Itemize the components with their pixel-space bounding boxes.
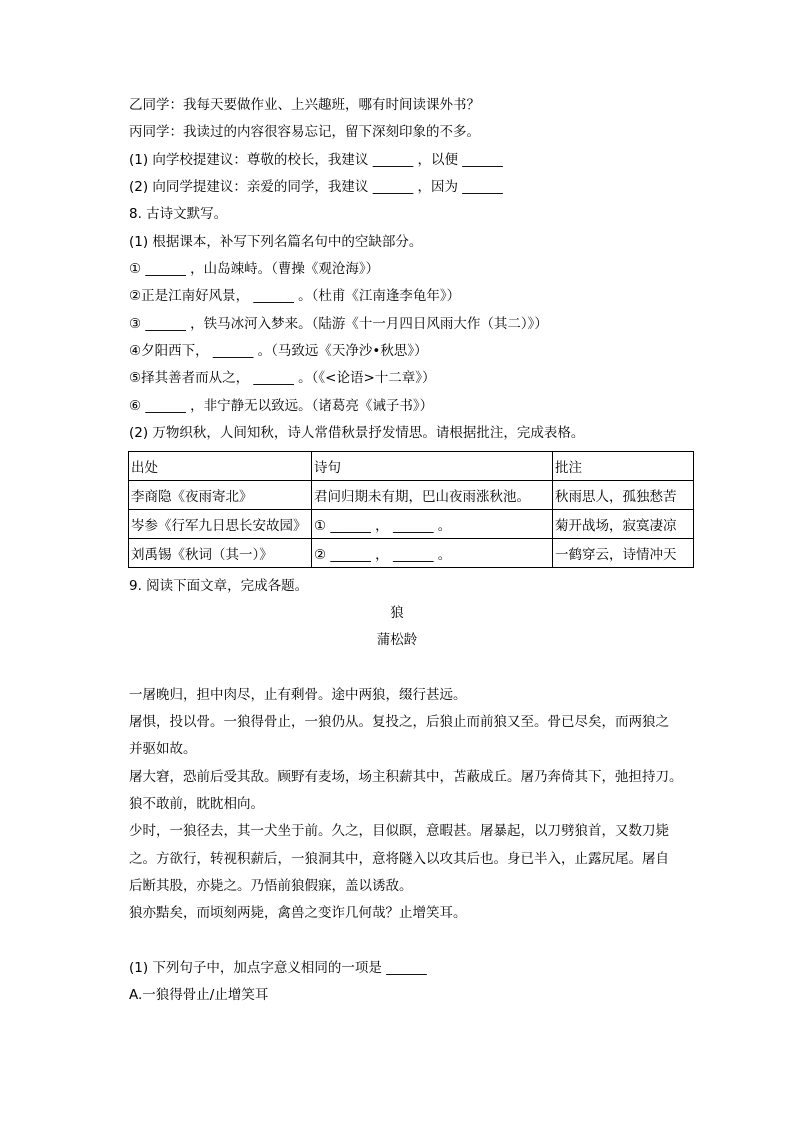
passage-line: 狼不敢前，眈眈相向。 xyxy=(129,796,264,812)
table-row xyxy=(129,510,694,539)
table-header-source: 出处 xyxy=(129,452,312,481)
recite-item-1: ① ______ ，山岛竦峙。（曹操《观沧海》） xyxy=(129,261,380,277)
table-cell-verse: ① ______ ， ______ 。 xyxy=(312,510,553,539)
table-cell-verse: 君问归期未有期，巴山夜雨涨秋池。 xyxy=(312,481,553,510)
recite-item-6: ⑥ ______ ，非宁静无以致远。（诸葛亮《诫子书》） xyxy=(129,398,434,414)
table-cell-source: 李商隐《夜雨寄北》 xyxy=(129,481,312,510)
passage-line: 一屠晚归，担中肉尽，止有剩骨。途中两狼，缀行甚远。 xyxy=(129,687,467,703)
recite-item-2: ②正是江南好风景， ______ 。（杜甫《江南逢李龟年》） xyxy=(129,288,461,304)
question-8-part2: (2) 万物织秋，人间知秋，诗人常借秋景抒发情思。请根据批注，完成表格。 xyxy=(129,425,585,441)
passage-line: 后断其股，亦毙之。乃悟前狼假寐，盖以诱敌。 xyxy=(129,878,413,894)
question-8-part1: (1) 根据课本，补写下列名篇名句中的空缺部分。 xyxy=(129,234,423,250)
question-9-part1: (1) 下列句子中，加点字意义相同的一项是 ______ xyxy=(129,960,427,976)
suggestion-school: (1) 向学校提建议：尊敬的校长，我建议 ______ ，以便 ______ xyxy=(129,152,503,168)
student-b-line: 乙同学：我每天要做作业、上兴趣班，哪有时间读课外书？ xyxy=(129,97,480,113)
passage-line: 少时，一狼径去，其一犬坐于前。久之，目似瞑，意暇甚。屠暴起，以刀劈狼首，又数刀毙 xyxy=(129,823,669,839)
table-row xyxy=(129,539,694,568)
table-header-verse: 诗句 xyxy=(312,452,553,481)
table-header-row xyxy=(129,452,694,481)
recite-item-5: ⑤择其善者而从之， ______ 。（《<论语>十二章》） xyxy=(129,370,436,386)
table-header-note: 批注 xyxy=(553,452,694,481)
table-cell-note: 一鹤穿云，诗情冲天 xyxy=(553,539,694,568)
suggestion-classmates: (2) 向同学提建议：亲爱的同学，我建议 ______ ，因为 ______ xyxy=(129,179,503,195)
table-cell-note: 菊开战场，寂寞凄凉 xyxy=(553,510,694,539)
poem-table xyxy=(128,451,694,568)
passage-author: 蒲松龄 xyxy=(376,632,418,648)
recite-item-3: ③ ______ ，铁马冰河入梦来。（陆游《十一月四日风雨大作（其二）》） xyxy=(129,316,548,332)
passage-line: 狼亦黠矣，而顷刻两毙，禽兽之变诈几何哉？止增笑耳。 xyxy=(129,905,467,921)
passage-line: 并驱如故。 xyxy=(129,741,197,757)
passage-title: 狼 xyxy=(390,605,404,621)
table-cell-verse: ② ______ ， ______ 。 xyxy=(312,539,553,568)
question-9-heading: 9. 阅读下面文章，完成各题。 xyxy=(129,578,309,594)
student-c-line: 丙同学：我读过的内容很容易忘记，留下深刻印象的不多。 xyxy=(129,124,480,140)
passage-line: 之。方欲行，转视积薪后，一狼洞其中，意将隧入以攻其后也。身已半入，止露尻尾。屠自 xyxy=(129,851,669,867)
passage-line: 屠大窘，恐前后受其敌。顾野有麦场，场主积薪其中，苫蔽成丘。屠乃奔倚其下，弛担持刀。 xyxy=(129,769,683,785)
question-8-heading: 8. 古诗文默写。 xyxy=(129,206,228,222)
table-cell-note: 秋雨思人，孤独愁苦 xyxy=(553,481,694,510)
option-a: A.一狼得骨止/止增笑耳 xyxy=(129,987,269,1003)
table-cell-source: 刘禹锡《秋词（其一）》 xyxy=(129,539,312,568)
table-row xyxy=(129,481,694,510)
passage-line: 屠惧，投以骨。一狼得骨止，一狼仍从。复投之，后狼止而前狼又至。骨已尽矣，而两狼之 xyxy=(129,714,669,730)
table-cell-source: 岑参《行军九日思长安故园》 xyxy=(129,510,312,539)
recite-item-4: ④夕阳西下， ______ 。（马致远《天净沙•秋思》） xyxy=(129,343,428,359)
